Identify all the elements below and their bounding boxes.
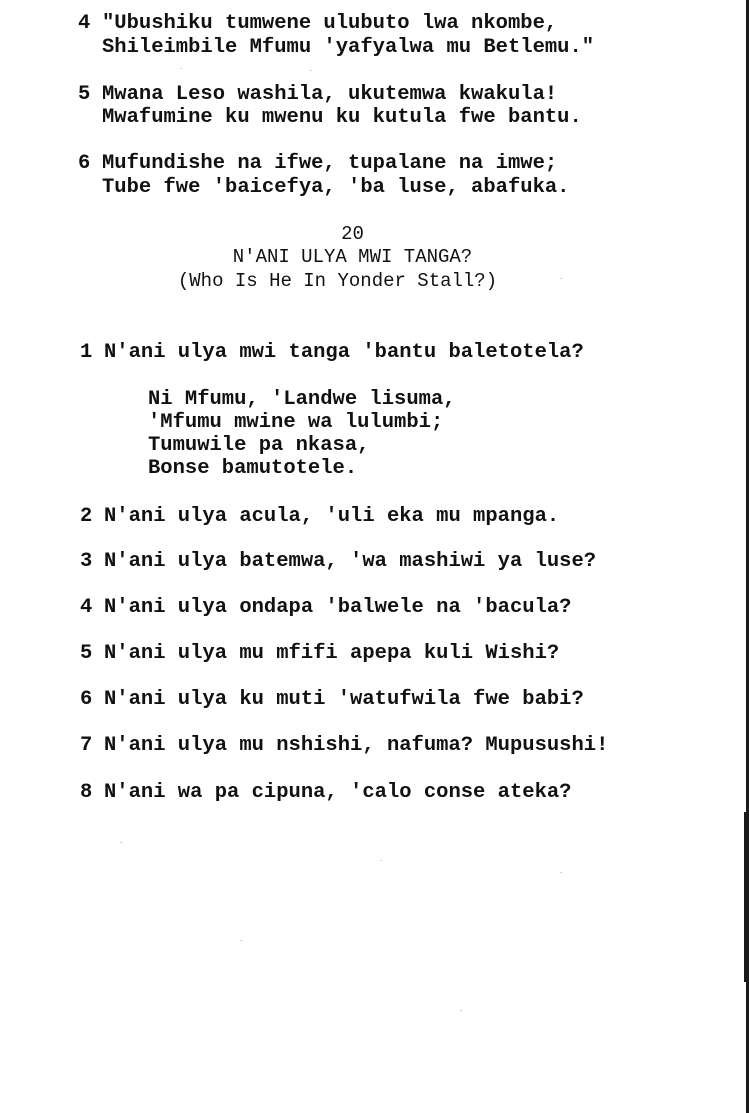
scan-speck <box>310 70 312 71</box>
refrain-line: Ni Mfumu, 'Landwe lisuma, <box>148 388 456 411</box>
verse-line: N'ani ulya ku muti 'watufwila fwe babi? <box>104 688 584 711</box>
scan-speck <box>120 842 122 843</box>
verse-number: 7 <box>80 734 93 757</box>
verse-number: 3 <box>80 550 93 573</box>
scan-speck <box>460 1010 462 1011</box>
verse-line: N'ani ulya mu nshishi, nafuma? Mupusushi! <box>104 734 609 757</box>
verse-number: 8 <box>80 781 93 804</box>
hymn-number: 20 <box>341 223 364 245</box>
hymn-title: N'ANI ULYA MWI TANGA? <box>232 246 473 268</box>
page-edge-border <box>744 812 749 982</box>
scan-speck <box>240 940 242 941</box>
verse-line: N'ani wa pa cipuna, 'calo conse ateka? <box>104 781 572 804</box>
verse-line: N'ani ulya mwi tanga 'bantu baletotela? <box>104 341 584 364</box>
scan-speck <box>380 860 382 861</box>
verse-line: Tube fwe 'baicefya, 'ba luse, abafuka. <box>102 176 570 199</box>
verse-line: Shileimbile Mfumu 'yafyalwa mu Betlemu." <box>102 36 595 59</box>
verse-line: "Ubushiku tumwene ulubuto lwa nkombe, <box>102 12 558 35</box>
refrain-line: Bonse bamutotele. <box>148 457 358 480</box>
verse-line: N'ani ulya mu mfifi apepa kuli Wishi? <box>104 642 560 665</box>
scan-speck <box>180 68 182 69</box>
verse-number: 2 <box>80 505 93 528</box>
scan-speck <box>560 278 562 279</box>
verse-line: N'ani ulya batemwa, 'wa mashiwi ya luse? <box>104 550 597 573</box>
refrain-line: 'Mfumu mwine wa lulumbi; <box>148 411 444 434</box>
verse-number: 5 <box>78 83 91 106</box>
verse-line: Mwafumine ku mwenu ku kutula fwe bantu. <box>102 106 582 129</box>
verse-line: Mwana Leso washila, ukutemwa kwakula! <box>102 83 558 106</box>
verse-number: 1 <box>80 341 93 364</box>
verse-number: 4 <box>78 12 91 35</box>
verse-line: N'ani ulya ondapa 'balwele na 'bacula? <box>104 596 572 619</box>
verse-line: Mufundishe na ifwe, tupalane na imwe; <box>102 152 558 175</box>
verse-line: N'ani ulya acula, 'uli eka mu mpanga. <box>104 505 560 528</box>
refrain-line: Tumuwile pa nkasa, <box>148 434 370 457</box>
verse-number: 4 <box>80 596 93 619</box>
scan-speck <box>560 872 562 873</box>
hymn-subtitle: (Who Is He In Yonder Stall?) <box>177 270 498 292</box>
verse-number: 6 <box>78 152 91 175</box>
verse-number: 6 <box>80 688 93 711</box>
verse-number: 5 <box>80 642 93 665</box>
